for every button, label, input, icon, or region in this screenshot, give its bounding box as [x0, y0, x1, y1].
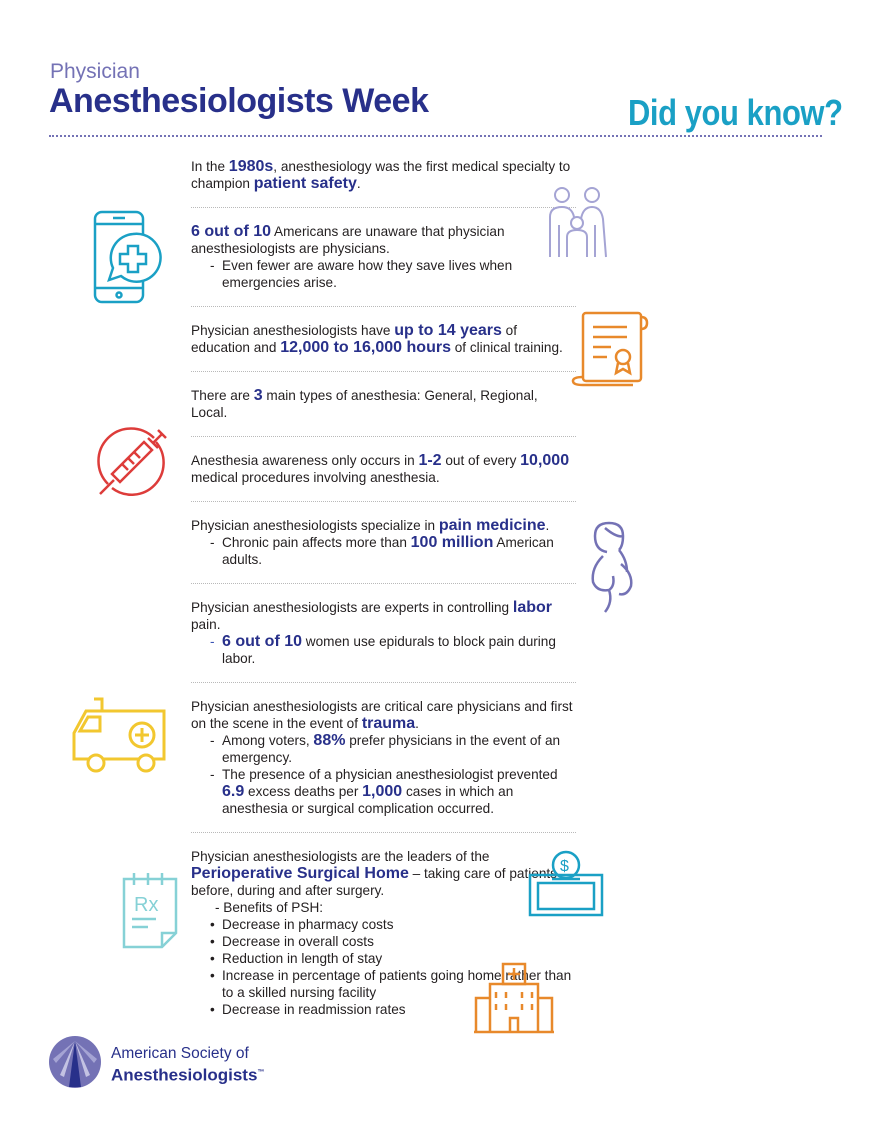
benefit-item: • Decrease in pharmacy costs	[210, 917, 394, 932]
fact-psh: Physician anesthesiologists are the leaders of the Perioperative Surgical Home – taking care of patients before, during and after surgery. - Benefits of PSH: • Decrease in pharmacy costs • Decrease in overall costs • Reduction in length of stay • Increase in percentage of patients going home rather than to a skilled nursing facility • Decrease in readmission rates	[191, 845, 576, 1033]
sub-point: - The presence of a physician anesthesiologist prevented 6.9 excess deaths per 1,000 cases in which an anesthesia or surgical complication occurred.	[210, 767, 558, 816]
hospital-icon	[474, 962, 554, 1034]
sub-point: - 6 out of 10 women use epidurals to block pain during labor.	[210, 633, 556, 666]
header-divider	[49, 135, 822, 137]
benefit-item: • Increase in percentage of patients going home rather than to a skilled nursing facility	[210, 968, 572, 1000]
fact-labor: Physician anesthesiologists are experts in controlling labor pain. - 6 out of 10 women use epidurals to block pain during labor.	[191, 596, 576, 683]
sub-point: - Chronic pain affects more than 100 million American adults.	[210, 534, 554, 567]
sub-point: - Among voters, 88% prefer physicians in the event of an emergency.	[210, 732, 561, 765]
fact-training: Physician anesthesiologists have up to 14 years of education and 12,000 to 16,000 hours of clinical training.	[191, 319, 576, 372]
fact-trauma: Physician anesthesiologists are critical care physicians and first on the scene in the event of trauma. - Among voters, 88% prefer physicians in the event of an emergency. - The presence of a physician anesthesiologist prevented 6.9 excess deaths per 1,000 cases in which an anesthesia or surgical complication occurred.	[191, 695, 576, 833]
svg-text:Rx: Rx	[134, 894, 159, 916]
smartphone-medical-icon	[93, 210, 173, 304]
sub-point: - Even fewer are aware how they save lives when emergencies arise.	[210, 258, 513, 290]
facts-list	[191, 155, 576, 1045]
benefit-item: • Decrease in overall costs	[210, 934, 374, 949]
pregnant-woman-icon	[583, 520, 639, 614]
donation-box-icon	[528, 849, 604, 917]
diploma-icon	[571, 311, 649, 387]
family-icon	[545, 185, 611, 261]
logo-line-2: Anesthesiologists™	[111, 1065, 265, 1085]
benefits-heading: - Benefits of PSH:	[215, 900, 324, 915]
fact-types: There are 3 main types of anesthesia: General, Regional, Local.	[191, 384, 576, 437]
fact-pain-medicine: Physician anesthesiologists specialize in pain medicine. - Chronic pain affects more than 100 million American adults.	[191, 514, 576, 584]
asa-logo-icon	[48, 1035, 102, 1089]
benefit-item: • Reduction in length of stay	[210, 951, 383, 966]
tagline: Did you know?	[628, 92, 843, 133]
page-title: Anesthesiologists Week	[49, 82, 429, 120]
header-subtitle: Physician	[50, 60, 140, 83]
prescription-icon	[118, 869, 182, 951]
logo-line-1: American Society of	[111, 1045, 249, 1062]
fact-1980s: In the 1980s, anesthesiology was the first medical specialty to champion patient safety.	[191, 155, 576, 208]
fact-awareness: 6 out of 10 Americans are unaware that physician anesthesiologists are physicians. - Even fewer are aware how they save lives when emergencies arise.	[191, 220, 576, 307]
asa-logo-text	[111, 1044, 264, 1085]
benefit-item: • Decrease in readmission rates	[210, 1002, 406, 1017]
syringe-icon	[96, 426, 168, 498]
ambulance-icon	[72, 697, 170, 773]
fact-awareness-rate: Anesthesia awareness only occurs in 1-2 out of every 10,000 medical procedures involving anesthesia.	[191, 449, 576, 502]
svg-text:$: $	[560, 858, 569, 875]
